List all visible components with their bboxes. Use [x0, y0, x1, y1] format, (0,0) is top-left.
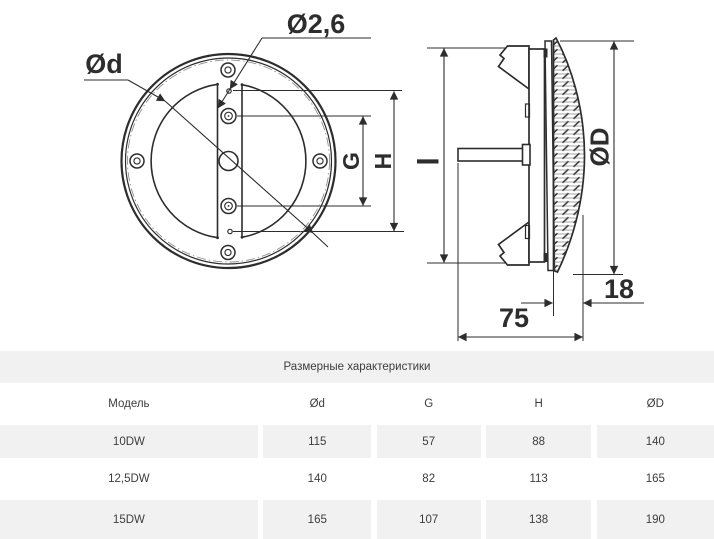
cell-od-small: 115: [263, 425, 371, 458]
motor-shaft: [458, 149, 524, 162]
cell-g: 107: [377, 500, 481, 539]
table-row: [0, 500, 714, 539]
outer-flange-circle: [122, 54, 336, 268]
cell-od-big: 165: [645, 473, 665, 485]
column-header-od-small: Ød: [309, 398, 325, 410]
cell-od-big: 140: [597, 425, 714, 458]
cell-h: 113: [529, 473, 548, 485]
grille-clip-bottom: [544, 253, 548, 262]
cell-model: 15DW: [0, 500, 258, 539]
column-header-od-big: ØD: [646, 398, 664, 410]
leader-pilot-hole: [218, 38, 371, 108]
center-hub: [219, 152, 238, 171]
grille-dome: [554, 38, 585, 272]
cell-model: 10DW: [0, 425, 258, 458]
grille-clip-top: [544, 49, 548, 58]
label-pilot-diameter: Ø2,6: [286, 9, 346, 39]
table-header-row: [0, 383, 714, 425]
cell-model: 12,5DW: [108, 473, 150, 485]
column-header-h: H: [534, 398, 543, 410]
dimensions-table: [0, 351, 714, 539]
mount-bracket-top: [499, 46, 530, 89]
label-bolt-diameter: Ød: [85, 49, 123, 79]
shaft-flange: [523, 145, 531, 166]
cell-h: 88: [486, 425, 591, 458]
cell-od-big: 190: [597, 500, 714, 539]
label-body-depth: 75: [498, 303, 530, 333]
column-header-model: Модель: [108, 398, 150, 410]
cell-h: 138: [486, 500, 591, 539]
label-length: l: [412, 157, 446, 166]
damper-pivot-dots: [216, 83, 243, 239]
label-grille-depth: 18: [603, 274, 635, 304]
plate-tab-top: [526, 104, 530, 117]
label-dim-h: H: [370, 152, 396, 170]
table-row: [0, 458, 714, 500]
cell-od-small: 165: [263, 500, 371, 539]
damper-opening: [151, 84, 306, 237]
table-title: Размерные характеристики: [0, 351, 714, 383]
pilot-hole-bottom: [228, 229, 232, 233]
cell-g: 82: [422, 473, 436, 485]
side-view: [413, 38, 645, 341]
column-header-g: G: [424, 398, 434, 410]
label-outer-diameter: ØD: [584, 127, 615, 167]
front-view: [84, 9, 404, 268]
label-dim-g: G: [338, 152, 364, 170]
cell-od-small: 140: [307, 473, 327, 485]
table-row: [0, 425, 714, 458]
mount-bracket-bottom: [499, 222, 530, 265]
damper-screw-holes: [221, 109, 236, 214]
cell-g: 57: [377, 425, 481, 458]
motor-plate: [529, 49, 545, 262]
